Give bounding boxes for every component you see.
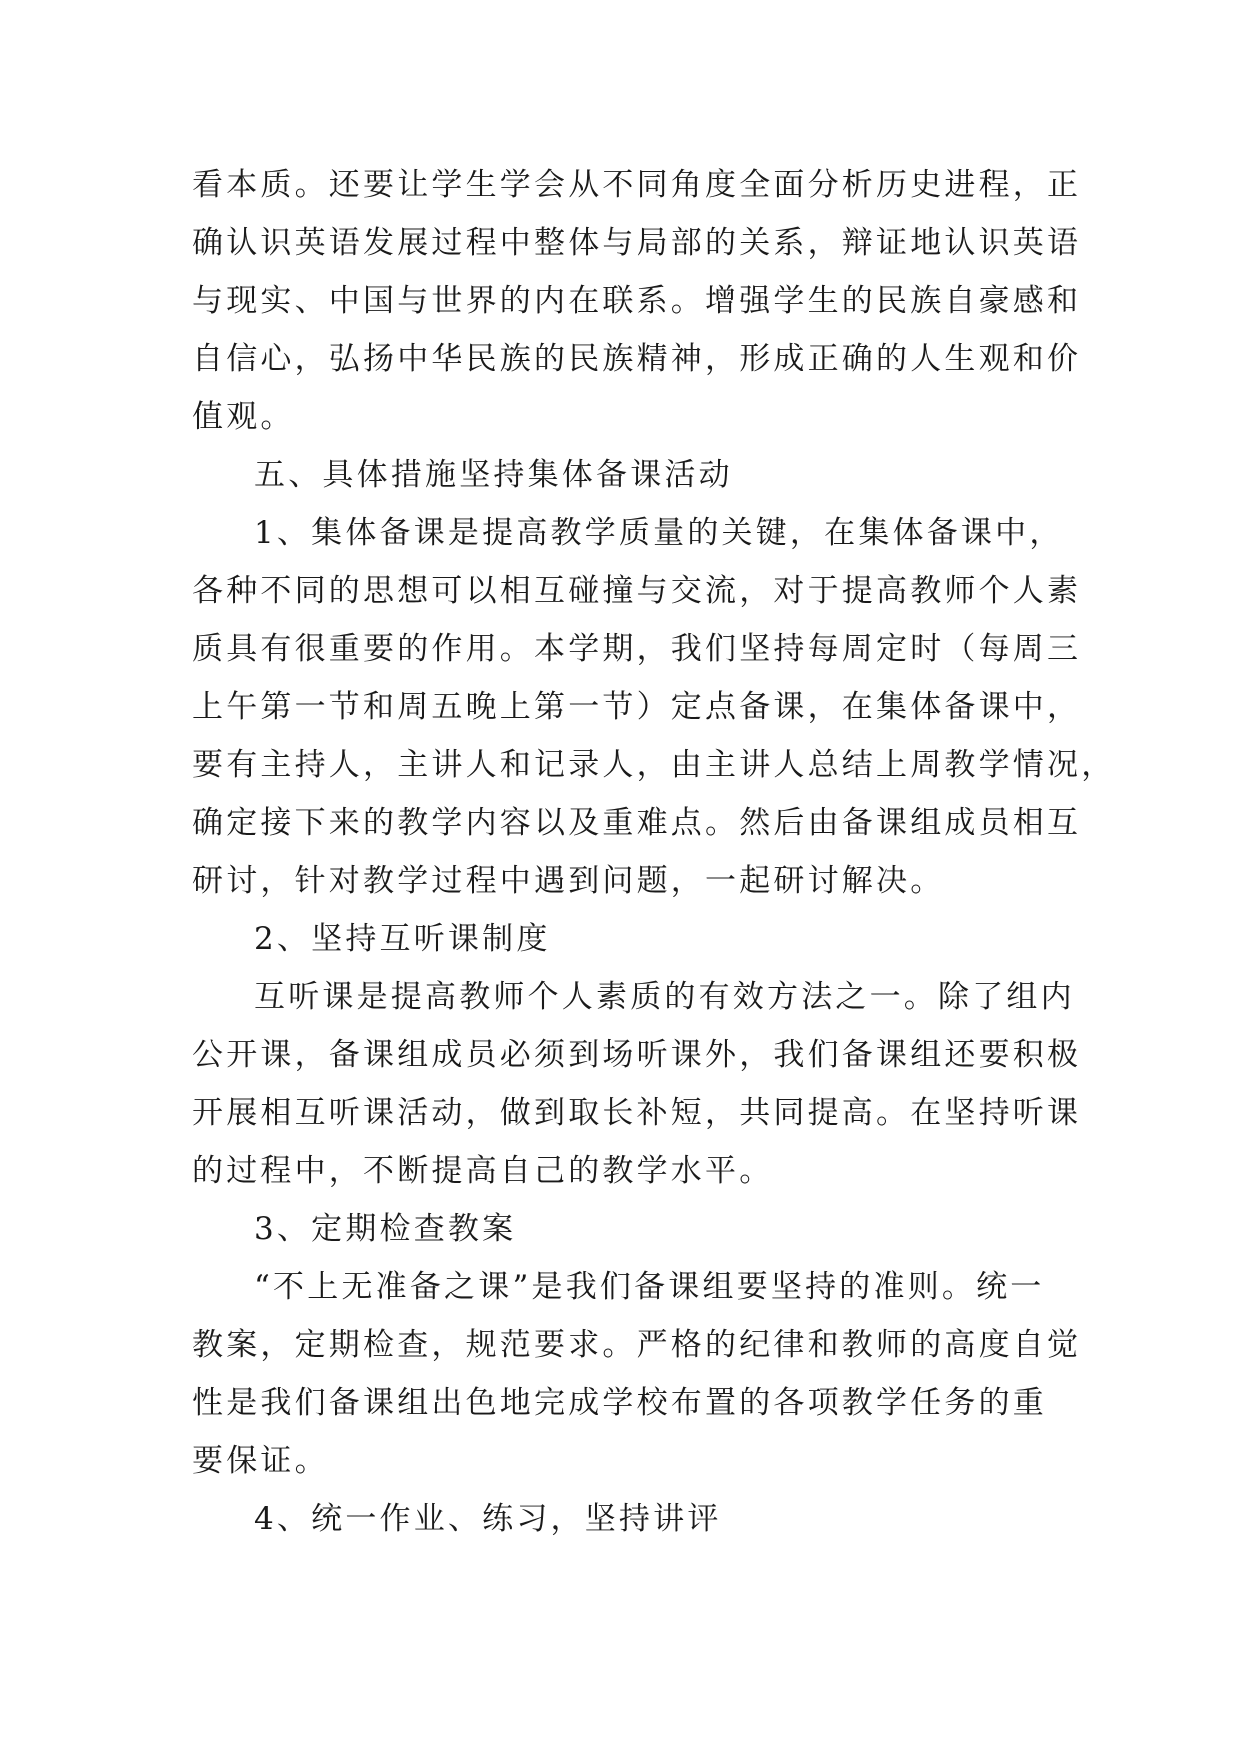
text-line: 要有主持人，主讲人和记录人，由主讲人总结上周教学情况， xyxy=(192,747,1116,783)
text-line: 与现实、中国与世界的内在联系。增强学生的民族自豪感和 xyxy=(192,283,1082,319)
text-line: 要保证。 xyxy=(192,1443,329,1479)
section-heading: 3、定期检查教案 xyxy=(254,1211,517,1247)
text-line: “不上无准备之课”是我们备课组要坚持的准则。统一 xyxy=(254,1269,1045,1305)
text-line: 性是我们备课组出色地完成学校布置的各项教学任务的重 xyxy=(192,1385,1047,1421)
text-line: 自信心，弘扬中华民族的民族精神，形成正确的人生观和价 xyxy=(192,341,1082,377)
section-heading: 2、坚持互听课制度 xyxy=(254,921,551,957)
text-line: 各种不同的思想可以相互碰撞与交流，对于提高教师个人素 xyxy=(192,573,1082,609)
text-line: 公开课，备课组成员必须到场听课外，我们备课组还要积极 xyxy=(192,1037,1082,1073)
text-line: 看本质。还要让学生学会从不同角度全面分析历史进程，正 xyxy=(192,167,1082,203)
text-line: 1、集体备课是提高教学质量的关键，在集体备课中， xyxy=(254,515,1064,551)
text-line: 教案，定期检查，规范要求。严格的纪律和教师的高度自觉 xyxy=(192,1327,1082,1363)
text-line: 确定接下来的教学内容以及重难点。然后由备课组成员相互 xyxy=(192,805,1082,841)
text-line: 研讨，针对教学过程中遇到问题，一起研讨解决。 xyxy=(192,863,945,899)
section-heading: 4、统一作业、练习，坚持讲评 xyxy=(254,1501,722,1537)
text-line: 质具有很重要的作用。本学期，我们坚持每周定时（每周三 xyxy=(192,631,1082,667)
section-heading: 五、具体措施坚持集体备课活动 xyxy=(254,457,733,493)
text-line: 值观。 xyxy=(192,399,295,435)
text-line: 确认识英语发展过程中整体与局部的关系，辩证地认识英语 xyxy=(192,225,1082,261)
text-line: 互听课是提高教师个人素质的有效方法之一。除了组内 xyxy=(254,979,1075,1015)
text-line: 开展相互听课活动，做到取长补短，共同提高。在坚持听课 xyxy=(192,1095,1082,1131)
text-line: 的过程中，不断提高自己的教学水平。 xyxy=(192,1153,774,1189)
text-line: 上午第一节和周五晚上第一节）定点备课，在集体备课中， xyxy=(192,689,1082,725)
